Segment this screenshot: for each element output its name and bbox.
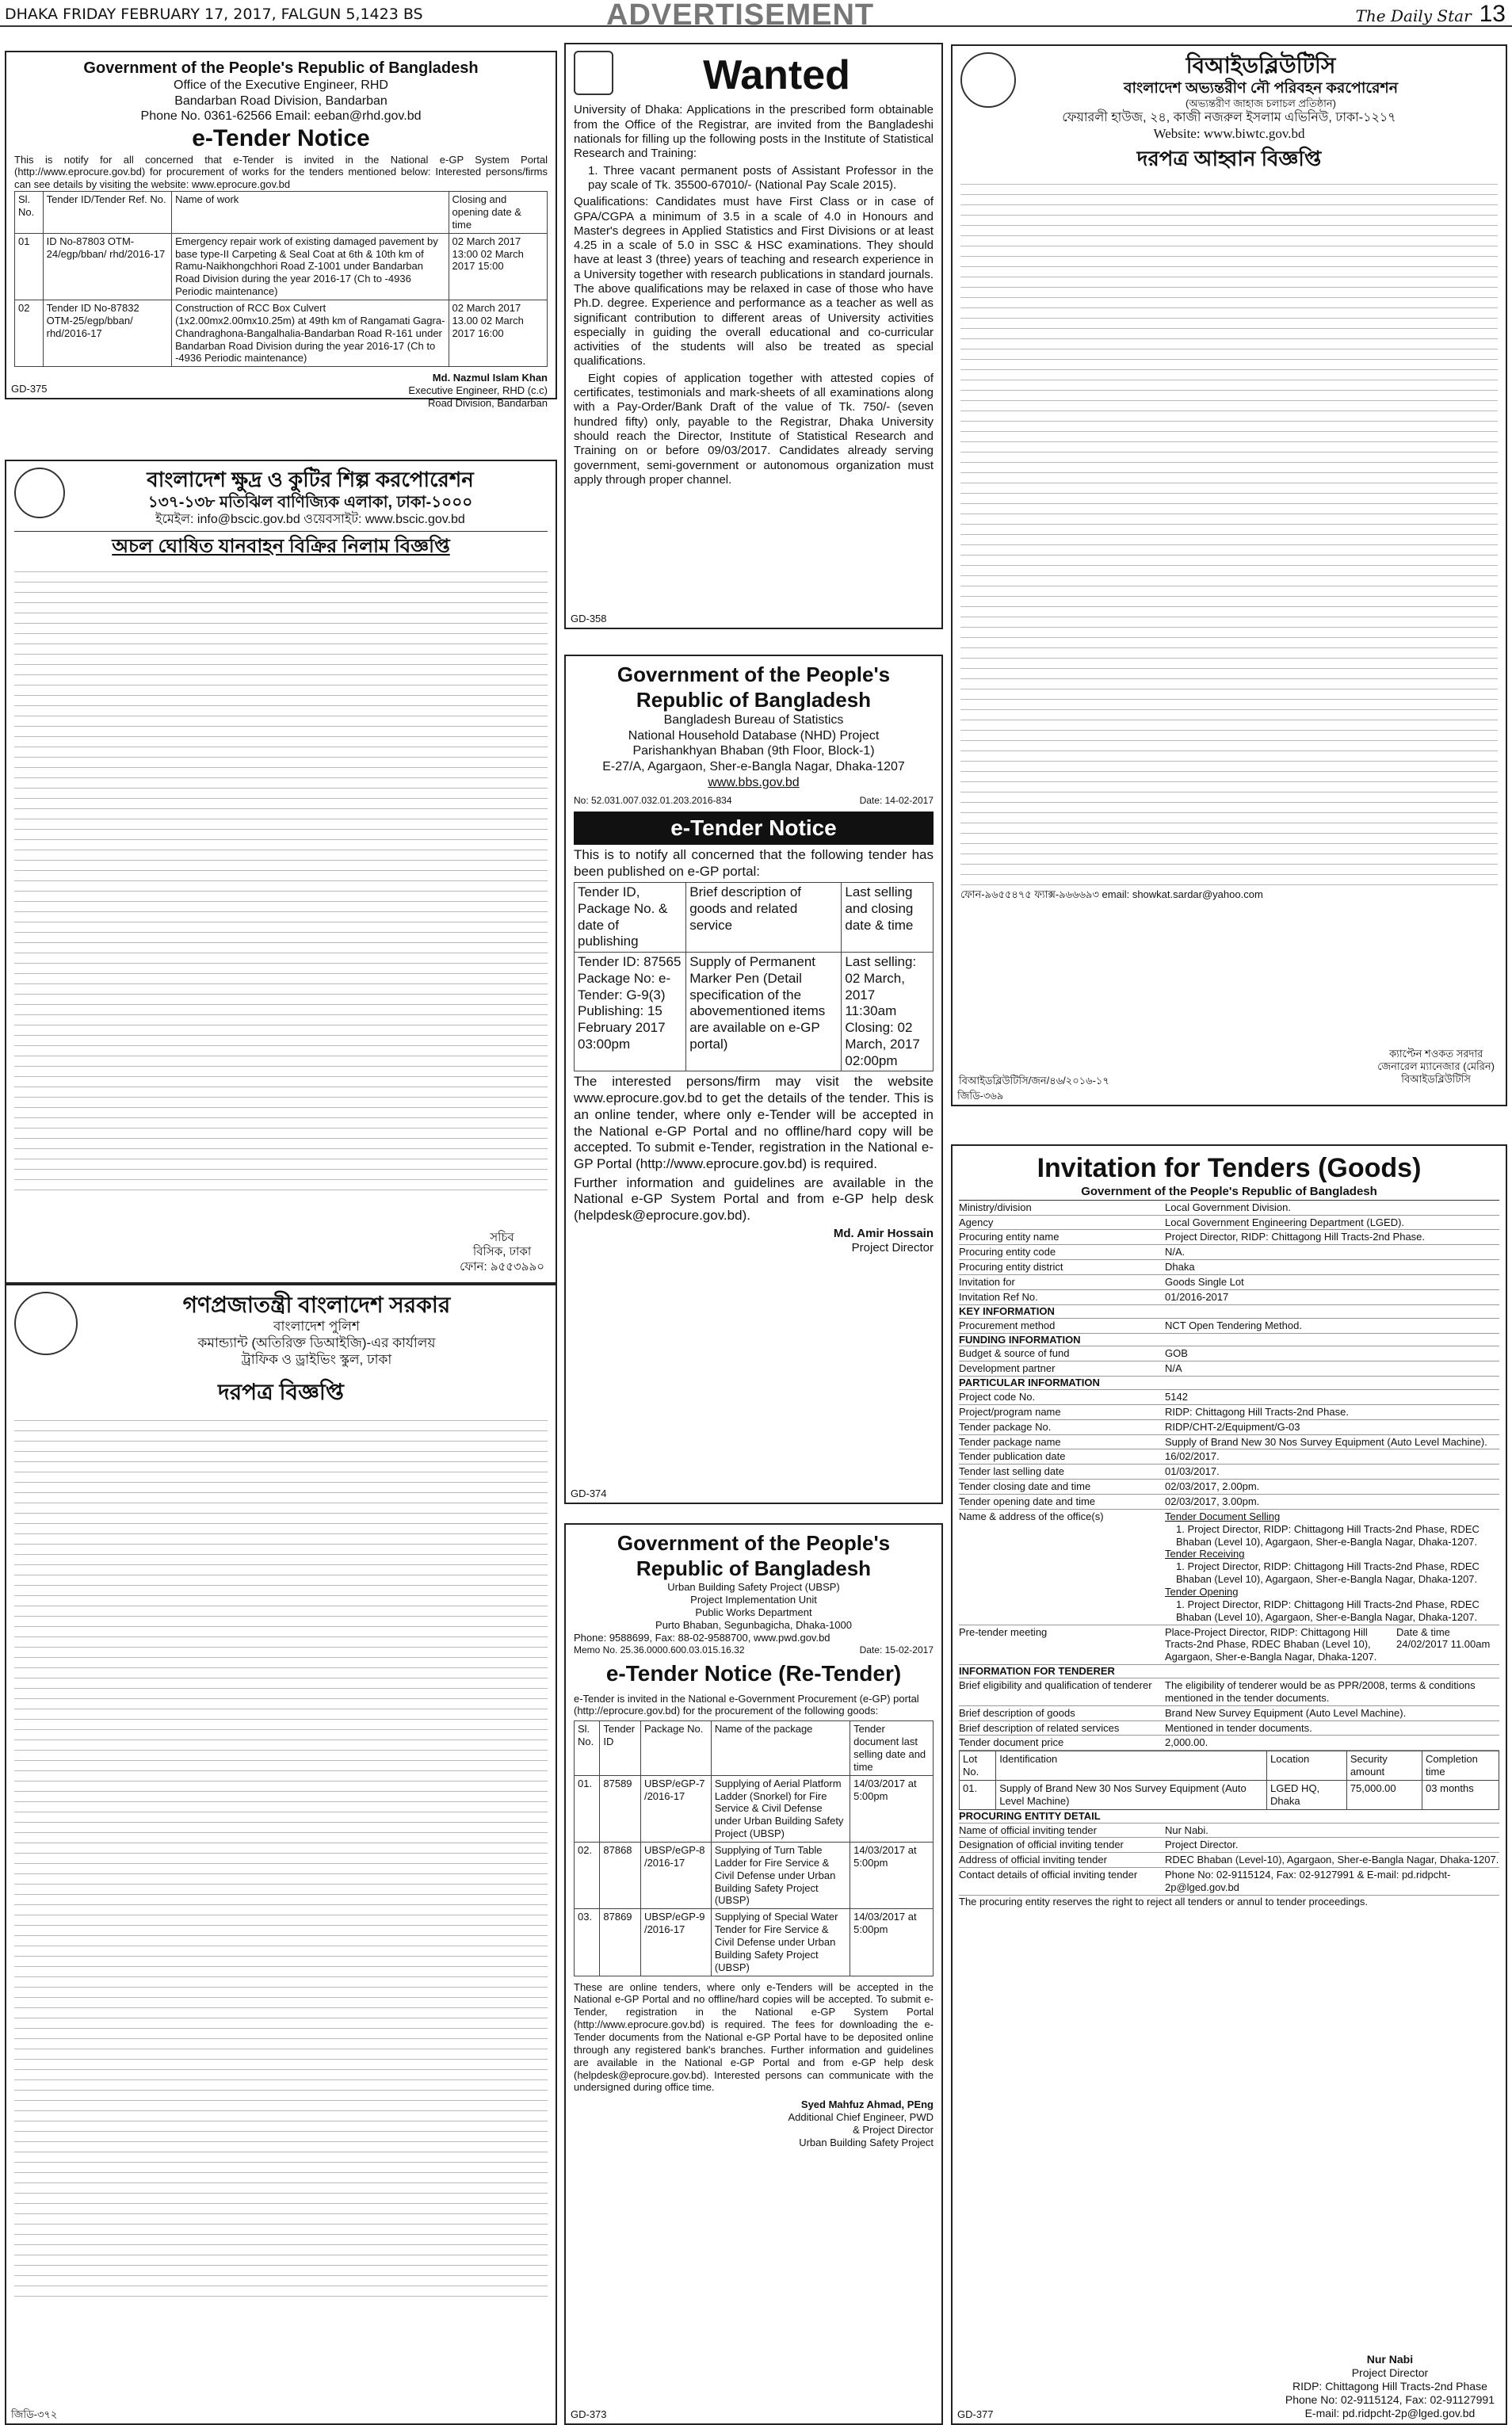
ad-title: e-Tender Notice [192, 124, 370, 151]
tender-details-table [14, 1413, 548, 2297]
column-left [5, 32, 557, 2421]
ad-heading: বিআইডব্লিউটিসি [1186, 53, 1336, 78]
tender-schedule-table [960, 177, 1498, 885]
table-row: 01. 87589 UBSP/eGP-7 /2016-17 Supplying of Aerial Platform Ladder (Snorkel) for Fire Service & Civil Defense under Urban Building Safety Project (UBSP) 14/03/2017 at 5:00pm [575, 1775, 934, 1842]
ad-heading: Government of the People's Republic of Bangladesh [617, 663, 891, 712]
table-row: Procurement method NCT Open Tendering Method. [959, 1319, 1499, 1334]
table-row: Brief description of related services Mentioned in tender documents. [959, 1721, 1499, 1736]
ad-code: GD-373 [571, 2408, 607, 2421]
ad-code: GD-377 [957, 2408, 994, 2421]
tender-table: Tender ID, Package No. & date of publishing Brief description of goods and related service Last selling and closing date & time Tender ID: 87565 Package No: e-Tender: G-9(3) Publishing: 15 February 2017 03:00pm Supply of Permanent Marker Pen (Detail specification of the abovementioned items are available on e-GP portal) Last selling: 02 March, 2017 11:30am Closing: 02 March, 2017 02:00pm [574, 882, 934, 1071]
table-row: Brief eligibility and qualification of tenderer The eligibility of tenderer would be as PPR/2008, terms & conditions mentioned in the tender documents. [959, 1678, 1499, 1706]
ad-heading: Government of the People's Republic of Bangladesh [83, 59, 479, 77]
ad-contact: ইমেইল: info@bscic.gov.bd ওয়েবসাইট: www.bscic.gov.bd [155, 513, 465, 527]
ad-heading: Government of the People's Republic of Bangladesh [617, 1531, 891, 1580]
biwtc-logo-icon [960, 52, 1016, 108]
table-row: Tender document price 2,000.00. [959, 1736, 1499, 1751]
table-row: 01. Supply of Brand New 30 Nos Survey Equipment (Auto Level Machine) LGED HQ, Dhaka 75,000.00 03 months [960, 1781, 1499, 1810]
ad-title: e-Tender Notice (Re-Tender) [605, 1661, 902, 1686]
auction-schedule-table [14, 564, 548, 1190]
ad-address: ১৩৭-১৩৮ মতিঝিল বাণিজ্যিক এলাকা, ঢাকা-১০০০ [147, 493, 473, 511]
ad-code: জিডি-৩৬৯ [957, 1090, 1004, 1102]
signature-block: সচিব বিসিক, ঢাকা ফোন: ৯৫৫৩৯৯০ [460, 1231, 544, 1274]
ad-title: e-Tender Notice [574, 812, 934, 845]
table-row: Budget & source of fund GOB [959, 1346, 1499, 1361]
info-table [959, 1201, 1499, 1305]
table-row: Tender opening date and time 02/03/2017, 3.00pm. [959, 1495, 1499, 1510]
ad-code: GD-374 [571, 1487, 607, 1500]
table-row: Project code No. 5142 [959, 1390, 1499, 1405]
ad-title: Invitation for Tenders (Goods) [1037, 1153, 1422, 1183]
signature-block: Nur Nabi Project Director RIDP: Chittagong Hill Tracts-2nd Phase Phone No: 02-9115124, Fax: 02-91127991 E-mail: pd.ridpcht-2p@lged.gov.bd [1285, 2352, 1495, 2419]
table-row: Project/program name RIDP: Chittagong Hill Tracts-2nd Phase. [959, 1405, 1499, 1420]
signature-block: ক্যাপ্টেন শওকত সরদার জেনারেল ম্যানেজার (মেরিন) বিআইডব্লিউটিসি [1377, 1048, 1495, 1086]
signatory-name: Syed Mahfuz Ahmad, PEng [800, 2098, 934, 2111]
column-middle [564, 32, 943, 2421]
ad-police-tender: গণপ্রজাতন্ত্রী বাংলাদেশ সরকার বাংলাদেশ পুলিশ কমান্ড্যান্ট (অতিরিক্ত ডিআইজি)-এর কার্যালয় ট্রাফিক ও ড্রাইভিং স্কুল, ঢাকা দরপত্র বিজ্ঞপ্তি জিডি-৩৭২ [5, 1284, 557, 2425]
table-row: 03. 87869 UBSP/eGP-9 /2016-17 Supplying of Special Water Tender for Fire Service & Civil Defense under Urban Building Safety Project (UBSP) 14/03/2017 at 5:00pm [575, 1909, 934, 1976]
table-row: Procuring entity code N/A. [959, 1245, 1499, 1260]
page-header [0, 0, 1512, 32]
table-row: Tender package No. RIDP/CHT-2/Equipment/G-03 [959, 1420, 1499, 1435]
university-crest-icon [574, 51, 613, 95]
page-number: 13 [1479, 1, 1506, 27]
ad-du-wanted: Wanted University of Dhaka: Applications in the prescribed form obtainable from the Office of the Registrar, are invited from the Bangladeshi nationals for filling up the following posts in the Institute of Statistical Research and Training: 1. Three vacant permanent posts of Assistant Professor in the pay scale of Tk. 35500-67010/- (National Pay Scale 2015). Qualifications: Candidates must have First Class or in case of GPA/CGPA a minimum of 3.5 in a scale of 4.0 in Honours and Master's degrees in Applied Statistics and First Divisions or at least 4.25 in a scale of 5.0 in SSC & HSC examinations. They should have at least 3 (three) years of teaching and research experience in a University together with research publications in standard journals. The above qualifications may be relaxed in case of those who have Ph.D. degree. Experience and performance as a teacher as well as significant contribution to different areas of University activities especially in guiding the overall educational and co-curricular activities of the students will also be treated as special qualifications. Eight copies of application together with attested copies of certificates, testimonials and mark-sheets of all examinations along with a Pay-Order/Bank Draft of the value of Tk. 750/- (seven hundred fifty) only, payable to the Registrar, Dhaka University should reach the Director, Institute of Statistical Research and Training on or before 09/03/2017. Candidates already serving government, semi-government or autonomous organization must apply through proper channel. GD-358 [564, 43, 943, 629]
ad-title: Wanted [703, 52, 850, 98]
table-row: Ministry/division Local Government Division. [959, 1201, 1499, 1216]
ad-biwtc-tender: বিআইডব্লিউটিসি বাংলাদেশ অভ্যন্তরীণ নৌ পরিবহন করপোরেশন (অভ্যন্তরীণ জাহাজ চলাচল প্রতিষ্ঠান) ফেয়ারলী হাউজ, ২৪, কাজী নজরুল ইসলাম এভিনিউ, ঢাকা-১২১৭ Website: www.biwtc.gov.bd দরপত্র আহ্বান বিজ্ঞপ্তি ফোন-৯৬৫৫৪৭৫ ফ্যাক্স-৯৬৬৬৯৩ email: showkat.sardar@yahoo.com ক্যাপ্টেন শওকত সরদার জেনারেল ম্যানেজার (মেরিন) বিআইডব্লিউটিসি বিআইডব্লিউটিসি/জন/৪৬/২০১৬-১৭ জিডি-৩৬৯ [951, 44, 1507, 1106]
table-row: Pre-tender meeting Place-Project Director, RIDP: Chittagong Hill Tracts-2nd Phase, RDEC Bhaban (Level 10), Agargaon, Sher-e-Bangla Nagar, Dhaka-1207. Date & time 24/02/2017 11.00am [959, 1625, 1499, 1666]
ad-bscic-auction [5, 460, 557, 1284]
table-row: Agency Local Government Engineering Department (LGED). [959, 1216, 1499, 1231]
table-row: Procuring entity name Project Director, RIDP: Chittagong Hill Tracts-2nd Phase. [959, 1230, 1499, 1245]
signatory-title: Executive Engineer, RHD (c.c) [408, 384, 548, 397]
police-emblem-icon [14, 1292, 78, 1355]
table-row: Invitation Ref No. 01/2016-2017 [959, 1290, 1499, 1305]
ad-code: GD-358 [571, 613, 607, 625]
ad-office: Office of the Executive Engineer, RHD [174, 78, 388, 93]
table-row: Procuring entity district Dhaka [959, 1260, 1499, 1275]
ad-heading: গণপ্রজাতন্ত্রী বাংলাদেশ সরকার [182, 1293, 451, 1317]
column-right [951, 32, 1507, 2421]
table-row: Tender publication date 16/02/2017. [959, 1449, 1499, 1465]
ad-division: Bandarban Road Division, Bandarban [174, 94, 388, 108]
tender-table: Sl. No. Tender ID Package No. Name of the package Tender document last selling date and time 01. 87589 UBSP/eGP-7 /2016-17 Supplying of Aerial Platform Ladder (Snorkel) for Fire Service & Civil Defense under Urban Building Safety Project (UBSP) 14/03/2017 at 5:00pm 02. 87868 UBSP/eGP-8 /2016-17 Supplying of Turn Table Ladder for Fire Service & Civil Defense under Urban Building Safety Project (UBSP) 14/03/2017 at 5:00pm 03. 87869 UBSP/eGP-9 /2016-17 Supplying of Special Water Tender for Fire Service & Civil Defense under Urban Building Safety Project (UBSP) 14/03/2017 at 5:00pm [574, 1720, 934, 1976]
signatory-name: Md. Nazmul Islam Khan [432, 372, 548, 384]
ad-title: দরপত্র আহ্বান বিজ্ঞপ্তি [1136, 147, 1322, 171]
lot-table: Lot No. Identification Location Security amount Completion time 01. Supply of Brand New 30 Nos Survey Equipment (Auto Level Machine) LGED HQ, Dhaka 75,000.00 03 months [959, 1751, 1499, 1809]
ad-title: দরপত্র বিজ্ঞপ্তি [218, 1380, 344, 1405]
signatory-name: Md. Amir Hossain [833, 1226, 934, 1240]
ad-rhd-tender [5, 51, 557, 409]
ad-lged-invitation: Invitation for Tenders (Goods) Government of the People's Republic of Bangladesh Ministry/division Local Government Division. Agency Local Government Engineering Department (LGED). Procuring entity name Project Director, RIDP: Chittagong Hill Tracts-2nd Phase. Procuring entity code N/A. Procuring entity district Dhaka Invitation for Goods Single Lot Invitation Ref No. 01/2016-2017 KEY INFORMATION Procurement method NCT Open Tendering Method. FUNDING INFORMATION Budget & source of fund GOB Development partner N/A PARTICULAR INFORMATION Project code No. 5142 Project/program name RIDP: Chittagong Hill Tracts-2nd Phase. Tender package No. RIDP/CHT-2/Equipment/G-03 Tender package name Supply of Brand New 30 Nos Survey Equipment (Auto Level Machine). Tender publication date 16/02/2017. Tender last selling date 01/03/2017. Tender closing date and time 02/03/2017, 2.00pm. Tender opening date and time 02/03/2017, 3.00pm. Name & address of the office(s) Tender Document Selling 1. Project Director, RIDP: Chittagong Hill Tracts-2nd Phase, RDEC Bhaban (Level 10), Agargaon, Sher-e-Bangla Nagar, Dhaka-1207. Tender Receiving 1. Project Director, RIDP: Chittagong Hill Tracts-2nd Phase, RDEC Bhaban (Level 10), Agargaon, Sher-e-Bangla Nagar, Dhaka-1207. Tender Opening 1. Project Director, RIDP: Chittagong Hill Tracts-2nd Phase, RDEC Bhaban (Level 10), Agargaon, Sher-e-Bangla Nagar, Dhaka-1207. Pre-tender meeting Place-Project Director, RIDP: Chittagong Hill Tracts-2nd Phase, RDEC Bhaban (Level 10), Agargaon, Sher-e-Bangla Nagar, Dhaka-1207. Date & time 24/02/2017 11.00am INFORMATION FOR TENDERER Brief eligibility and qualification of tenderer The eligibility of tenderer would be as PPR/2008, terms & conditions mentioned in the tender documents. Brief description of goods Brand New Survey Equipment (Auto Level Machine). Brief description of related services Mentioned in tender documents. Tender document price 2,000.00. Lot No. Identification Location Security amount Completion time 01. Supply of Brand New 30 Nos Survey Equipment (Auto Level Machine) LGED HQ, Dhaka 75,000.00 03 months PROCURING ENTITY DETAIL Name of official inviting tender Nur Nabi. Designation of official inviting tender Project Director. Address of official inviting tender RDEC Bhaban (Level-10), Agargaon, Sher-e-Bangla Nagar, Dhaka-1207. Contact details of official inviting tender Phone No: 02-9115124, Fax: 02-9127991 & E-mail: pd.ridpcht-2p@lged.gov.bd The procuring entity reserves the right to reject all tenders or annul to tender proceedings. Nur Nabi Project Director RIDP: Chittagong Hill Tracts-2nd Phase Phone No: 02-9115124, Fax: 02-91127991 E-mail: pd.ridpcht-2p@lged.gov.bd GD-377 [951, 1144, 1507, 2425]
ad-code: GD-375 [11, 383, 48, 395]
table-row: Designation of official inviting tender Project Director. [959, 1838, 1499, 1853]
table-row: 02 Tender ID No-87832 OTM-25/egp/bban/ rhd/2016-17 Construction of RCC Box Culvert (1x2.00mx2.00mx10.25m) at 49th km of Rangamati Gagra-Chandraghona-Bangalhalia-Bandarban Road R-161 under Bandarban Road Division during the year 2016-17 (Ch to -4936 Periodic maintenance) 02 March 2017 13.00 02 March 2017 16:00 [15, 300, 548, 366]
table-row: Name & address of the office(s) Tender Document Selling 1. Project Director, RIDP: Chittagong Hill Tracts-2nd Phase, RDEC Bhaban (Level 10), Agargaon, Sher-e-Bangla Nagar, Dhaka-1207. Tender Receiving 1. Project Director, RIDP: Chittagong Hill Tracts-2nd Phase, RDEC Bhaban (Level 10), Agargaon, Sher-e-Bangla Nagar, Dhaka-1207. Tender Opening 1. Project Director, RIDP: Chittagong Hill Tracts-2nd Phase, RDEC Bhaban (Level 10), Agargaon, Sher-e-Bangla Nagar, Dhaka-1207. [959, 1510, 1499, 1625]
ad-code: জিডি-৩৭২ [11, 2408, 58, 2421]
tender-table: Sl. No. Tender ID/Tender Ref. No. Name of work Closing and opening date & time 01 ID No-87803 OTM-24/egp/bban/ rhd/2016-17 Emergency repair work of existing damaged pavement by base type-II Carpeting & Seal Coat at 6th & 10th km of Ramu-Naikhongchhori Road Z-1001 under Bandarban Road Division during the year 2016-17 (Ch to -4936 Periodic maintenance) 02 March 2017 13:00 02 March 2017 15:00 02 Tender ID No-87832 OTM-25/egp/bban/ rhd/2016-17 Construction of RCC Box Culvert (1x2.00mx2.00mx10.25m) at 49th km of Rangamati Gagra-Chandraghona-Bangalhalia-Bandarban Road R-161 under Bandarban Road Division during the year 2016-17 (Ch to -4936 Periodic maintenance) 02 March 2017 13.00 02 March 2017 16:00 [14, 191, 548, 367]
table-row: Invitation for Goods Single Lot [959, 1275, 1499, 1290]
signatory-office: Road Division, Bandarban [427, 397, 548, 409]
table-row: Name of official inviting tender Nur Nabi. [959, 1824, 1499, 1839]
section-title: ADVERTISEMENT [606, 0, 875, 32]
ad-contact: Phone No. 0361-62566 Email: eeban@rhd.gov.bd [140, 109, 422, 124]
dateline: DHAKA FRIDAY FEBRUARY 17, 2017, FALGUN 5,1423 BS [5, 6, 423, 23]
table-row: 02. 87868 UBSP/eGP-8 /2016-17 Supplying of Turn Table Ladder for Fire Service & Civil Defense under Urban Building Safety Project (UBSP) 14/03/2017 at 5:00pm [575, 1842, 934, 1908]
ad-bbs-tender: Government of the People's Republic of Bangladesh Bangladesh Bureau of Statistics National Household Database (NHD) Project Parishankhyan Bhaban (9th Floor, Block-1) E-27/A, Agargaon, Sher-e-Bangla Nagar, Dhaka-1207 www.bbs.gov.bd No: 52.031.007.032.01.203.2016-834 Date: 14-02-2017 e-Tender Notice This is to notify all concerned that the following tender has been published on e-GP portal: Tender ID, Package No. & date of publishing Brief description of goods and related service Last selling and closing date & time Tender ID: 87565 Package No: e-Tender: G-9(3) Publishing: 15 February 2017 03:00pm Supply of Permanent Marker Pen (Detail specification of the abovementioned items are available on e-GP portal) Last selling: 02 March, 2017 11:30am Closing: 02 March, 2017 02:00pm The interested persons/firm may visit the website www.eprocure.gov.bd to get the details of the tender. This is an online tender, where only e-Tender will be accepted in the National e-GP Portal and no offline/hard copy will be accepted. To submit e-Tender, registration in the National e-GP Portal (http://www.eprocure.gov.bd) is required. Further information and guidelines are available in the National e-GP System Portal and from e-GP help desk (helpdesk@eprocure.gov.bd). Md. Amir Hossain Project Director GD-374 [564, 655, 943, 1504]
table-row: Tender ID: 87565 Package No: e-Tender: G-9(3) Publishing: 15 February 2017 03:00pm Supply of Permanent Marker Pen (Detail specification of the abovementioned items are available on e-GP portal) Last selling: 02 March, 2017 11:30am Closing: 02 March, 2017 02:00pm [575, 953, 934, 1071]
ad-ubsp-retender: Government of the People's Republic of Bangladesh Urban Building Safety Project (UBSP) Project Implementation Unit Public Works Department Purto Bhaban, Segunbagicha, Dhaka-1000 Phone: 9588699, Fax: 88-02-9588700, www.pwd.gov.bd Memo No. 25.36.0000.600.03.015.16.32 Date: 15-02-2017 e-Tender Notice (Re-Tender) e-Tender is invited in the National e-Government Procurement (e-GP) portal (http://eprocure.gov.bd) for the procurement of the following goods: Sl. No. Tender ID Package No. Name of the package Tender document last selling date and time 01. 87589 UBSP/eGP-7 /2016-17 Supplying of Aerial Platform Ladder (Snorkel) for Fire Service & Civil Defense under Urban Building Safety Project (UBSP) 14/03/2017 at 5:00pm 02. 87868 UBSP/eGP-8 /2016-17 Supplying of Turn Table Ladder for Fire Service & Civil Defense under Urban Building Safety Project (UBSP) 14/03/2017 at 5:00pm 03. 87869 UBSP/eGP-9 /2016-17 Supplying of Special Water Tender for Fire Service & Civil Defense under Urban Building Safety Project (UBSP) 14/03/2017 at 5:00pm These are online tenders, where only e-Tenders will be accepted in the National e-GP Portal and no offline/hard copies will be accepted. To submit e-Tender, registration in the National e-GP System Portal (http://www.eprocure.gov.bd) is required. The fees for downloading the e-Tender documents from the National e-GP Portal have to be deposited online through any registered bank's branches. Further information and guidelines are available in the National e-GP Portal and from e-GP help desk (helpdesk@eprocure.gov.bd). Interested persons can communicate with the undersigned during office time. Syed Mahfuz Ahmad, PEng Additional Chief Engineer, PWD & Project Director Urban Building Safety Project GD-373 [564, 1523, 943, 2425]
bscic-logo-icon [14, 468, 65, 518]
table-row: Development partner N/A [959, 1361, 1499, 1377]
ad-heading: বাংলাদেশ ক্ষুদ্র ও কুটির শিল্প করপোরেশন [147, 468, 474, 491]
table-row: Contact details of official inviting tender Phone No: 02-9115124, Fax: 02-9127991 & E-mail: pd.ridpcht-2p@lged.gov.bd [959, 1868, 1499, 1896]
table-row: Tender closing date and time 02/03/2017, 2.00pm. [959, 1480, 1499, 1495]
table-row: 01 ID No-87803 OTM-24/egp/bban/ rhd/2016-17 Emergency repair work of existing damaged pavement by base type-II Carpeting & Seal Coat at 6th & 10th km of Ramu-Naikhongchhori Road Z-1001 under Bandarban Road Division during the year 2016-17 (Ch to -4936 Periodic maintenance) 02 March 2017 13:00 02 March 2017 15:00 [15, 233, 548, 300]
ad-intro: This is notify for all concerned that e-Tender is invited in the National e-GP System Portal (http://www.eprocure.gov.bd) for procurement of works for the tenders mentioned below: Interested persons/firms can see details by visiting the website: www.eprocure.gov.bd [14, 153, 548, 191]
table-row: Brief description of goods Brand New Survey Equipment (Auto Level Machine). [959, 1706, 1499, 1721]
ad-title: অচল ঘোষিত যানবাহন বিক্রির নিলাম বিজ্ঞপ্তি [112, 535, 450, 557]
table-row: Tender last selling date 01/03/2017. [959, 1465, 1499, 1480]
table-row: Tender package name Supply of Brand New 30 Nos Survey Equipment (Auto Level Machine). [959, 1435, 1499, 1450]
table-row: Address of official inviting tender RDEC Bhaban (Level-10), Agargaon, Sher-e-Bangla Nagar, Dhaka-1207. [959, 1853, 1499, 1868]
paper-name: The Daily Star [1355, 6, 1472, 25]
